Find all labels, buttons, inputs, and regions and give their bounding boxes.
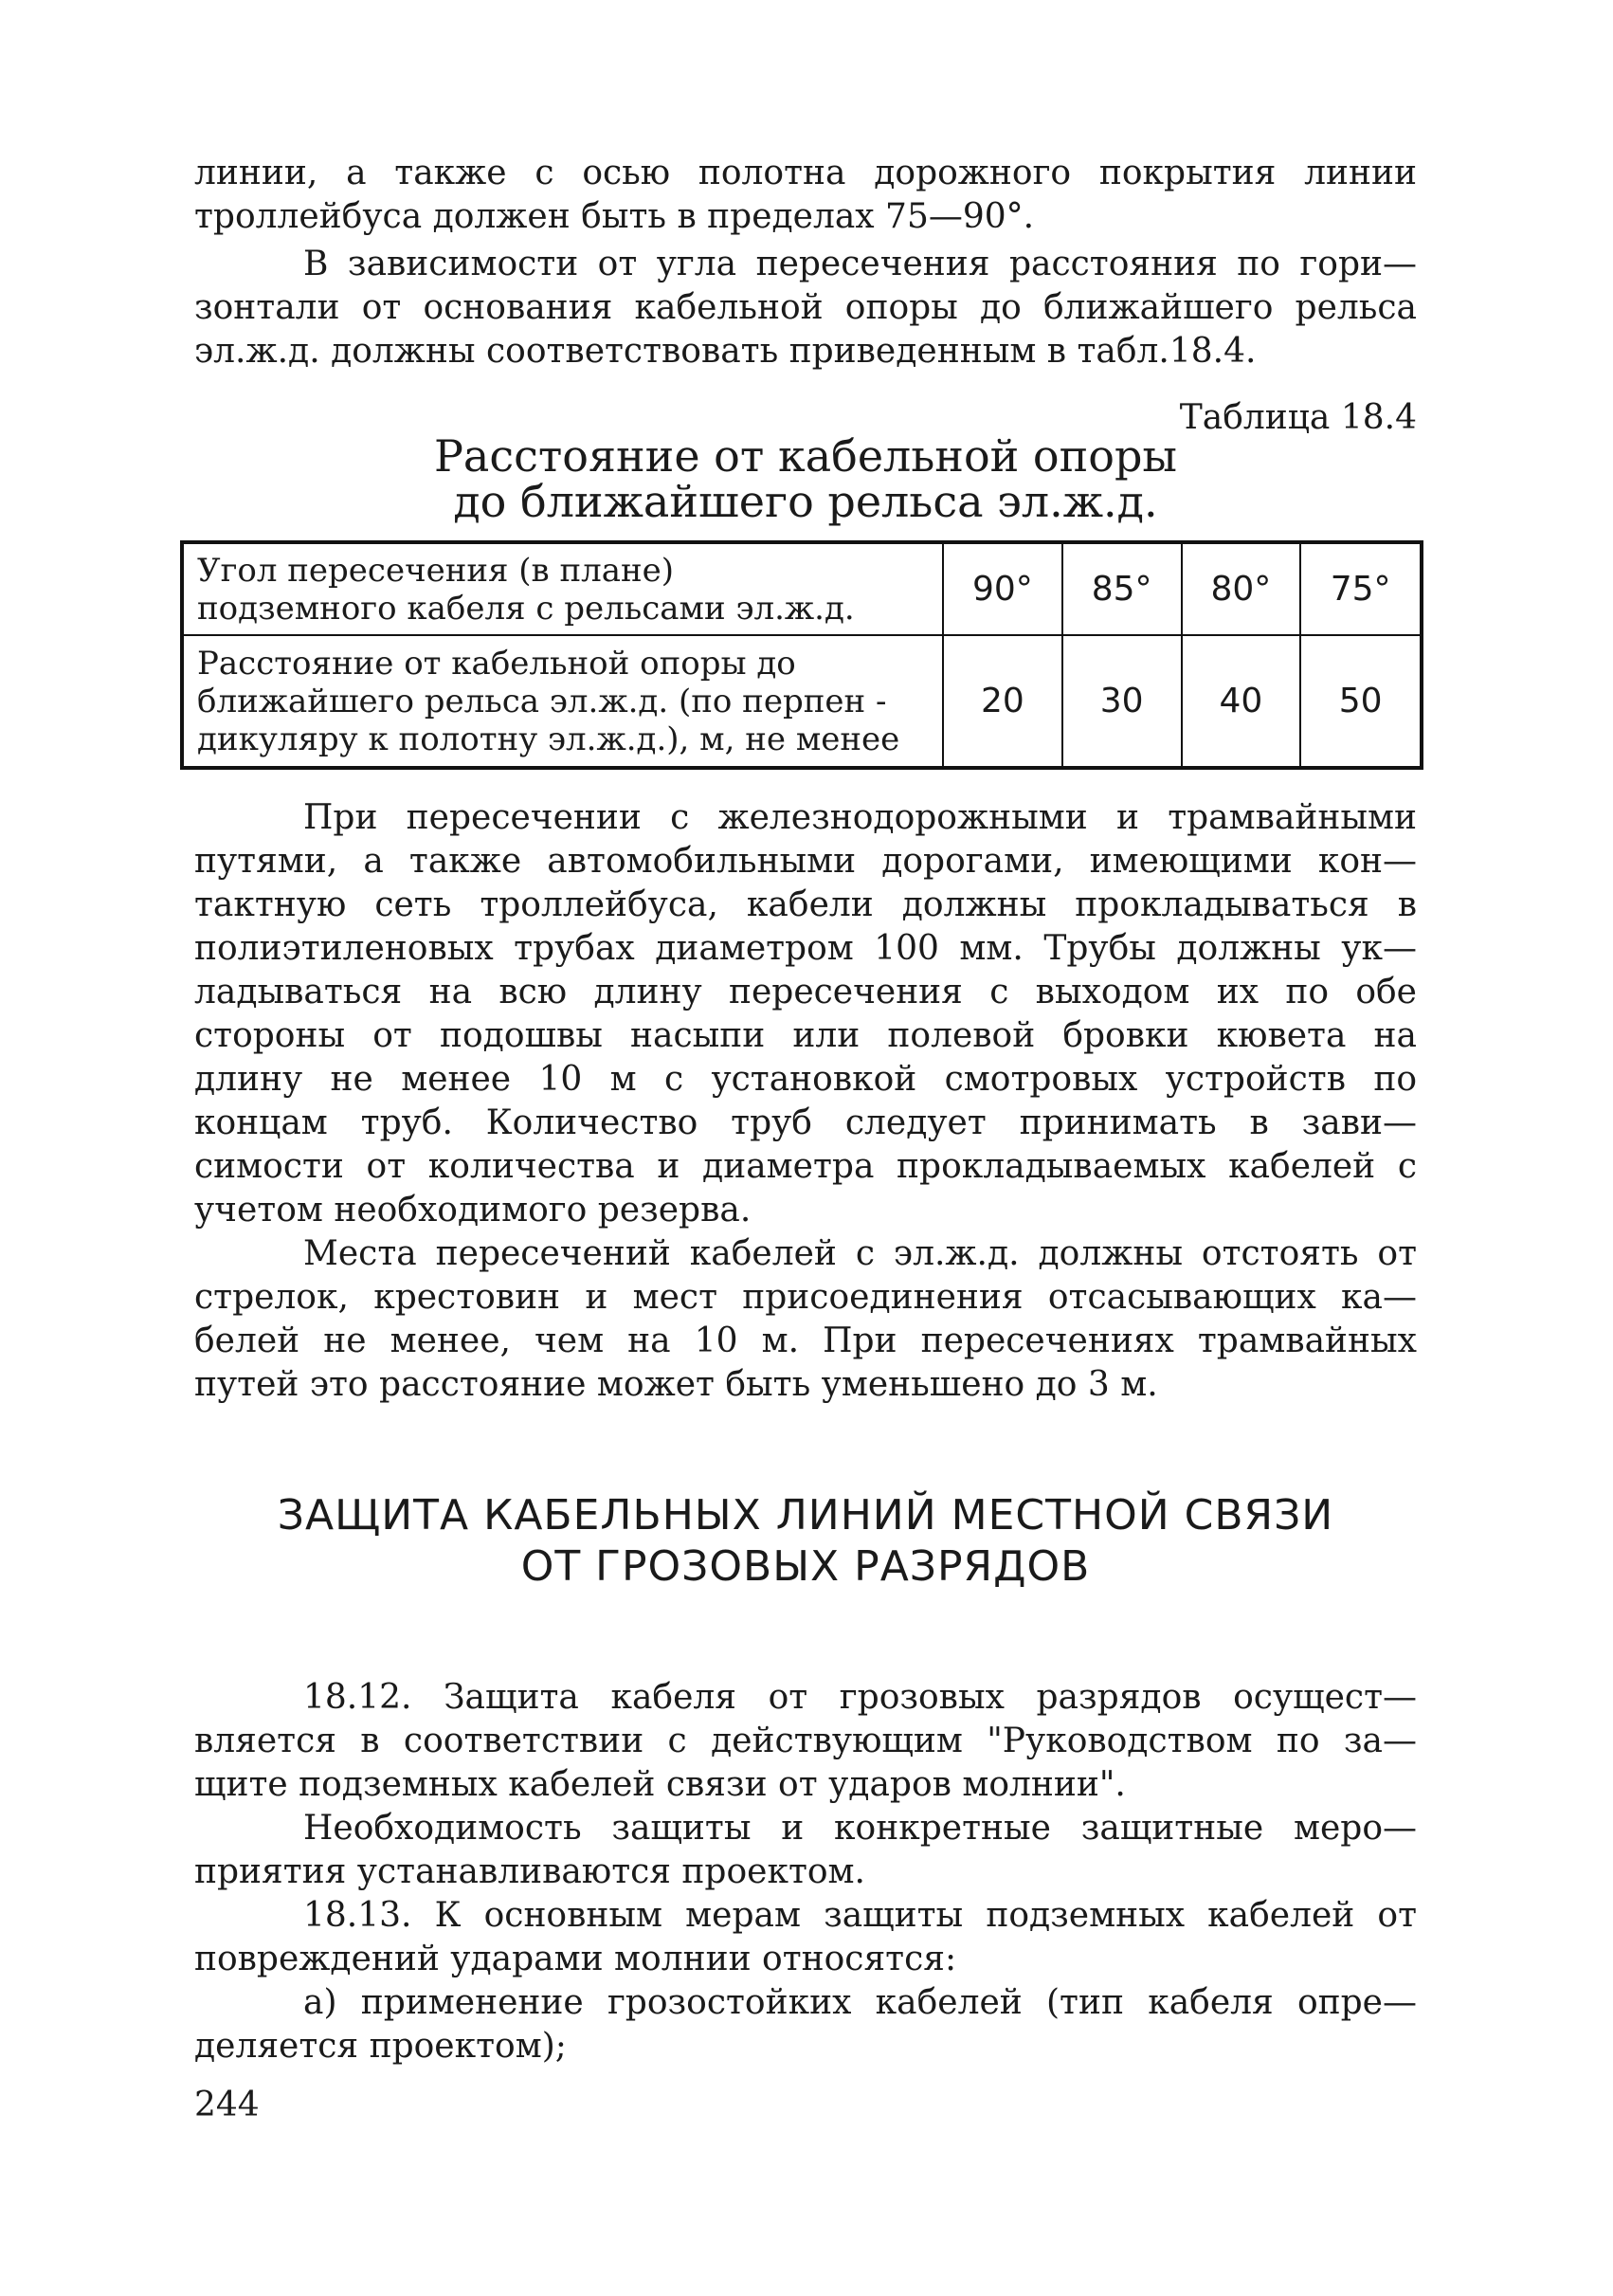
table-title: Расстояние от кабельной опоры — [433, 430, 1178, 482]
text-line: белей не менее, чем на 10 м. При пересечениях трамвайных — [194, 1321, 1417, 1360]
table-row — [182, 635, 1422, 768]
row-label: Угол пересечения (в плане) подземного кабеля с рельсами эл.ж.д. — [182, 542, 943, 635]
table-row — [182, 542, 1422, 635]
text-line: концам труб. Количество труб следует принимать в зави— — [194, 1103, 1417, 1142]
table-caption: Таблица 18.4 — [1179, 398, 1417, 437]
text-line: При пересечении с железнодорожными и трамвайными — [303, 798, 1417, 837]
text-line: приятия устанавливаются проектом. — [194, 1852, 865, 1891]
text-line: повреждений ударами молнии относятся: — [194, 1940, 957, 1978]
text-line: а) применение грозостойких кабелей (тип кабеля опре— — [303, 1983, 1417, 2022]
section-heading: ОТ ГРОЗОВЫХ РАЗРЯДОВ — [520, 1542, 1091, 1591]
text-line: щите подземных кабелей связи от ударов молнии". — [194, 1765, 1126, 1804]
text-line: Необходимость защиты и конкретные защитные меро— — [303, 1809, 1417, 1848]
text-line: учетом необходимого резерва. — [194, 1191, 752, 1230]
text-line: линии, а также с осью полотна дорожного покрытия линии — [194, 154, 1417, 192]
table-cell: 20 — [943, 635, 1062, 768]
text-line: ладываться на всю длину пересечения с выходом их по обе — [194, 973, 1417, 1011]
text-line: эл.ж.д. должны соответствовать приведенным в табл.18.4. — [194, 332, 1257, 371]
text-line: Места пересечений кабелей с эл.ж.д. должны отстоять от — [303, 1234, 1417, 1273]
text-line: тактную сеть троллейбуса, кабели должны прокладываться в — [194, 885, 1417, 924]
text-line: путями, а также автомобильными дорогами, имеющими кон— — [194, 842, 1417, 881]
row-label: Расстояние от кабельной опоры до ближайшего рельса эл.ж.д. (по перпен - дикуляру к полотну эл.ж.д.), м, не менее — [182, 635, 943, 768]
text-line: 18.13. К основным мерам защиты подземных кабелей от — [303, 1896, 1417, 1935]
text-line: путей это расстояние может быть уменьшено до 3 м. — [194, 1365, 1158, 1404]
text-line: стороны от подошвы насыпи или полевой бровки кювета на — [194, 1016, 1417, 1055]
table-cell: 85° — [1062, 542, 1182, 635]
table-cell: 90° — [943, 542, 1062, 635]
text-line: вляется в соответствии с действующим "Руководством по за— — [194, 1722, 1417, 1760]
text-line: полиэтиленовых трубах диаметром 100 мм. Трубы должны ук— — [194, 929, 1417, 968]
text-line: 18.12. Защита кабеля от грозовых разрядов осущест— — [303, 1678, 1417, 1717]
table-cell: 40 — [1182, 635, 1301, 768]
distance-table — [180, 540, 1423, 770]
page-number: 244 — [194, 2086, 260, 2124]
table-cell: 30 — [1062, 635, 1182, 768]
text-line: троллейбуса должен быть в пределах 75—90°. — [194, 197, 1035, 236]
text-line: зонтали от основания кабельной опоры до ближайшего рельса — [194, 288, 1417, 327]
section-heading: ЗАЩИТА КАБЕЛЬНЫХ ЛИНИЙ МЕСТНОЙ СВЯЗИ — [277, 1491, 1334, 1540]
table-title: до ближайшего рельса эл.ж.д. — [453, 476, 1158, 527]
text-line: длину не менее 10 м с установкой смотровых устройств по — [194, 1060, 1417, 1099]
text-line: В зависимости от угла пересечения расстояния по гори— — [303, 245, 1417, 283]
table-cell: 80° — [1182, 542, 1301, 635]
text-line: стрелок, крестовин и мест присоединения отсасывающих ка— — [194, 1278, 1417, 1317]
text-line: деляется проектом); — [194, 2027, 567, 2066]
table-cell: 50 — [1300, 635, 1422, 768]
text-line: симости от количества и диаметра прокладываемых кабелей с — [194, 1147, 1417, 1186]
table-cell: 75° — [1300, 542, 1422, 635]
